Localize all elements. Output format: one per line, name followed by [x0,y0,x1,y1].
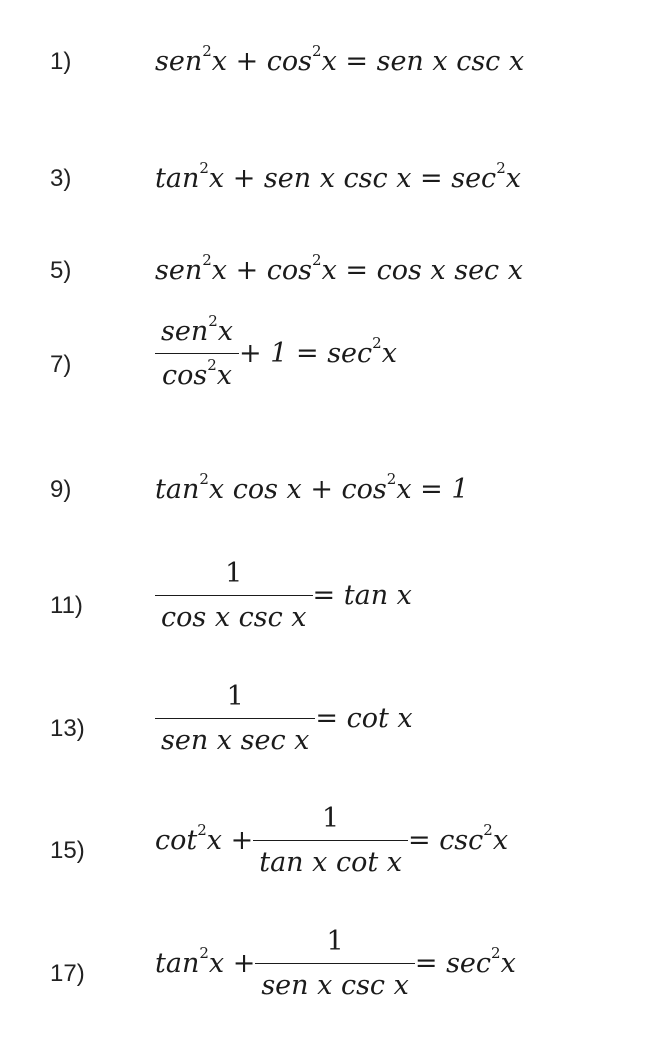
fraction-numerator: 1 [326,926,344,957]
fraction-numerator: 1 [225,558,243,589]
fraction [155,312,239,391]
fraction-numerator: 1 [226,681,244,712]
fraction-denominator: cos x csc x [155,595,313,631]
fraction-denominator: sen x csc x [255,963,415,999]
fraction [155,560,313,631]
fraction [253,805,408,876]
fraction-denominator: $\cos^2x$ [155,353,239,389]
identity-equation: $\tan^2x$ + $\frac{1}{\text{sen x csc x}}$ = $\sec^2x$ [155,926,516,1001]
exercise-number: 13) [50,715,85,742]
fraction-denominator: tan x cot x [253,840,408,876]
fraction-numerator: 1 [322,803,340,834]
identity-equation: $\cot^2x$ + $\frac{1}{\text{tan x cot x}}$ = $\csc^2x$ [155,803,509,878]
exercise-number: 15) [50,837,85,864]
fraction-numerator: sen$^2$x [161,312,234,347]
identity-equation: $sen^2x + \cos^2x = \cos x$ sec x [155,251,523,286]
exercise-number: 7) [50,351,72,378]
exercise-number: 1) [50,48,72,75]
identity-equation: $\frac{1}{\text{cos x csc x}}$ = tan x [155,560,412,631]
identity-equation: $\frac{1}{\text{sen x sec x}}$ = cot x [155,683,413,754]
identity-equation: $\tan^2x$ $\cos x + \cos^2x = 1$ [155,470,469,505]
exercise-number: 17) [50,960,85,987]
fraction [155,683,315,754]
exercise-number: 3) [50,165,72,192]
fraction-denominator: sen x sec x [155,718,315,754]
exercise-number: 11) [50,592,83,619]
identity-equation: $\tan^2x$ + sen x $\csc x = \sec^2x$ [155,159,521,194]
exercise-number: 9) [50,476,72,503]
identity-equation: $\frac{sen^2x}{\cos^2x}$ + $1 = \sec^2x$ [155,318,397,389]
identity-equation: $sen^2x + \cos^2x$ = sen x csc x [155,42,525,77]
exercise-number: 5) [50,257,72,284]
fraction [255,928,415,999]
